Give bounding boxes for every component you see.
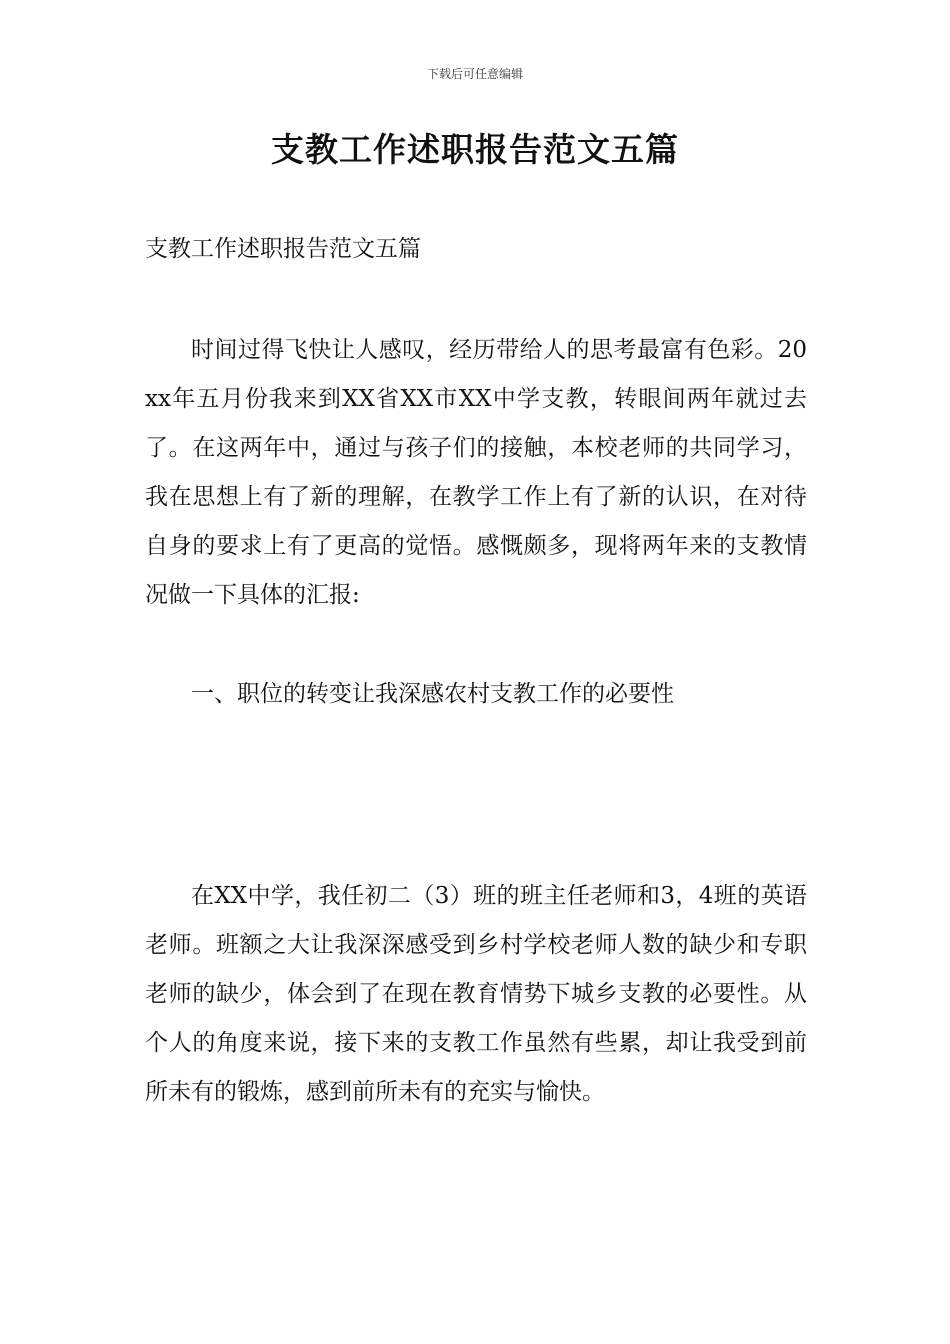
section-heading-1: 一、职位的转变让我深感农村支教工作的必要性 [191, 681, 674, 707]
header-note: 下载后可任意编辑 [426, 67, 523, 81]
document-title: 支教工作述职报告范文五篇 [271, 130, 679, 169]
body-paragraph-1: 时间过得飞快让人感叹，经历带给人的思考最富有色彩。20xx年五月份我来到XX省XX市XX中学支教，转眼间两年就过去了。在这两年中，通过与孩子们的接触，本校老师的共同学习，我在思想上有了新的理解，在教学工作上有了新的认识，在对待自身的要求上有了更高的觉悟。感慨颇多，现将两年来的支教情况做一下具体的汇报: [145, 337, 807, 608]
document-subtitle: 支教工作述职报告范文五篇 [145, 236, 421, 262]
body-paragraph-2: 在XX中学，我任初二（3）班的班主任老师和3，4班的英语老师。班额之大让我深深感受到乡村学校老师人数的缺少和专职老师的缺少，体会到了在现在教育情势下城乡支教的必要性。从个人的角度来说，接下来的支教工作虽然有些累，却让我受到前所未有的锻炼，感到前所未有的充实与愉快。 [145, 883, 807, 1105]
